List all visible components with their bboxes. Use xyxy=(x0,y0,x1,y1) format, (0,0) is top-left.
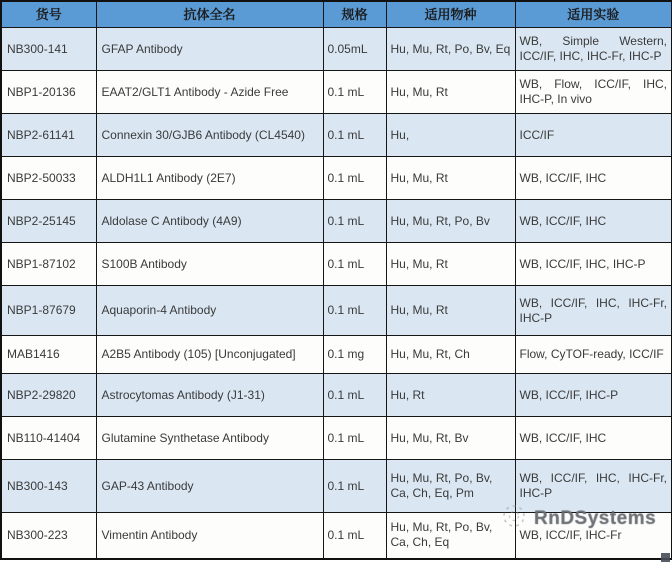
name-cell: EAAT2/GLT1 Antibody - Azide Free xyxy=(96,71,323,114)
catalog-cell: NB300-141 xyxy=(1,28,96,71)
catalog-cell: NBP2-25145 xyxy=(1,200,96,243)
table-row xyxy=(1,286,672,336)
table-row xyxy=(1,417,672,460)
table-header xyxy=(1,1,672,28)
species-cell: Hu, Mu, Rt xyxy=(386,286,515,336)
species-cell: Hu, xyxy=(386,114,515,157)
name-cell: Connexin 30/GJB6 Antibody (CL4540) xyxy=(96,114,323,157)
size-cell: 0.1 mL xyxy=(323,157,386,200)
applications-cell: WB, ICC/IF, IHC xyxy=(515,417,672,460)
species-cell: Hu, Rt xyxy=(386,374,515,417)
applications-cell: WB, ICC/IF, IHC, IHC-P xyxy=(515,243,672,286)
size-cell: 0.1 mL xyxy=(323,286,386,336)
name-cell: Aldolase C Antibody (4A9) xyxy=(96,200,323,243)
size-cell: 0.1 mL xyxy=(323,71,386,114)
name-cell: Aquaporin-4 Antibody xyxy=(96,286,323,336)
catalog-cell: MAB1416 xyxy=(1,336,96,374)
table-row xyxy=(1,336,672,374)
catalog-cell: NBP1-87679 xyxy=(1,286,96,336)
catalog-cell: NB110-41404 xyxy=(1,417,96,460)
table-row xyxy=(1,28,672,71)
size-cell: 0.1 mL xyxy=(323,513,386,559)
species-cell: Hu, Mu, Rt, Bv xyxy=(386,417,515,460)
species-cell: Hu, Mu, Rt, Po, Bv, Ca, Ch, Eq, Pm xyxy=(386,460,515,513)
applications-cell: Flow, CyTOF-ready, ICC/IF xyxy=(515,336,672,374)
species-cell: Hu, Mu, Rt, Po, Bv xyxy=(386,200,515,243)
size-cell: 0.1 mL xyxy=(323,243,386,286)
table-row xyxy=(1,460,672,513)
table-row xyxy=(1,200,672,243)
table-row xyxy=(1,114,672,157)
species-cell: Hu, Mu, Rt, Ch xyxy=(386,336,515,374)
name-cell: A2B5 Antibody (105) [Unconjugated] xyxy=(96,336,323,374)
size-cell: 0.1 mL xyxy=(323,200,386,243)
name-cell: Vimentin Antibody xyxy=(96,513,323,559)
table-row xyxy=(1,71,672,114)
header-cell-size: 规格 xyxy=(323,1,386,28)
catalog-cell: NBP2-61141 xyxy=(1,114,96,157)
table-body xyxy=(1,28,672,559)
species-cell: Hu, Mu, Rt xyxy=(386,243,515,286)
header-cell-applications: 适用实验 xyxy=(515,1,672,28)
name-cell: ALDH1L1 Antibody (2E7) xyxy=(96,157,323,200)
header-cell-name: 抗体全名 xyxy=(96,1,323,28)
applications-cell: WB, ICC/IF, IHC-Fr xyxy=(515,513,672,559)
name-cell: S100B Antibody xyxy=(96,243,323,286)
size-cell: 0.1 mL xyxy=(323,460,386,513)
applications-cell: WB, ICC/IF, IHC xyxy=(515,200,672,243)
applications-cell: WB, ICC/IF, IHC-P xyxy=(515,374,672,417)
catalog-cell: NBP2-50033 xyxy=(1,157,96,200)
species-cell: Hu, Mu, Rt, Po, Bv, Ca, Ch, Eq xyxy=(386,513,515,559)
header-row xyxy=(1,1,672,28)
name-cell: Glutamine Synthetase Antibody xyxy=(96,417,323,460)
table-row xyxy=(1,374,672,417)
header-cell-species: 适用物种 xyxy=(386,1,515,28)
corner-mark xyxy=(661,553,670,562)
species-cell: Hu, Mu, Rt xyxy=(386,71,515,114)
catalog-cell: NBP2-29820 xyxy=(1,374,96,417)
applications-cell: ICC/IF xyxy=(515,114,672,157)
name-cell: GFAP Antibody xyxy=(96,28,323,71)
watermark-text: RnDSystems xyxy=(534,507,657,529)
applications-cell: WB, Flow, ICC/IF, IHC, IHC-P, In vivo xyxy=(515,71,672,114)
species-cell: Hu, Mu, Rt, Po, Bv, Eq xyxy=(386,28,515,71)
header-cell-catalog: 货号 xyxy=(1,1,96,28)
catalog-cell: NBP1-87102 xyxy=(1,243,96,286)
table-row xyxy=(1,157,672,200)
catalog-cell: NBP1-20136 xyxy=(1,71,96,114)
table-row xyxy=(1,243,672,286)
size-cell: 0.05mL xyxy=(323,28,386,71)
size-cell: 0.1 mL xyxy=(323,374,386,417)
catalog-cell: NB300-223 xyxy=(1,513,96,559)
applications-cell: WB, ICC/IF, IHC, IHC-Fr, IHC-P xyxy=(515,286,672,336)
size-cell: 0.1 mL xyxy=(323,114,386,157)
size-cell: 0.1 mL xyxy=(323,417,386,460)
catalog-cell: NB300-143 xyxy=(1,460,96,513)
name-cell: Astrocytomas Antibody (J1-31) xyxy=(96,374,323,417)
name-cell: GAP-43 Antibody xyxy=(96,460,323,513)
applications-cell: WB, ICC/IF, IHC xyxy=(515,157,672,200)
species-cell: Hu, Mu, Rt xyxy=(386,157,515,200)
size-cell: 0.1 mg xyxy=(323,336,386,374)
applications-cell: WB, ICC/IF, IHC, IHC-Fr, IHC-P xyxy=(515,460,672,513)
applications-cell: WB, Simple Western, ICC/IF, IHC, IHC-Fr, IHC-P xyxy=(515,28,672,71)
table-row xyxy=(1,513,672,559)
